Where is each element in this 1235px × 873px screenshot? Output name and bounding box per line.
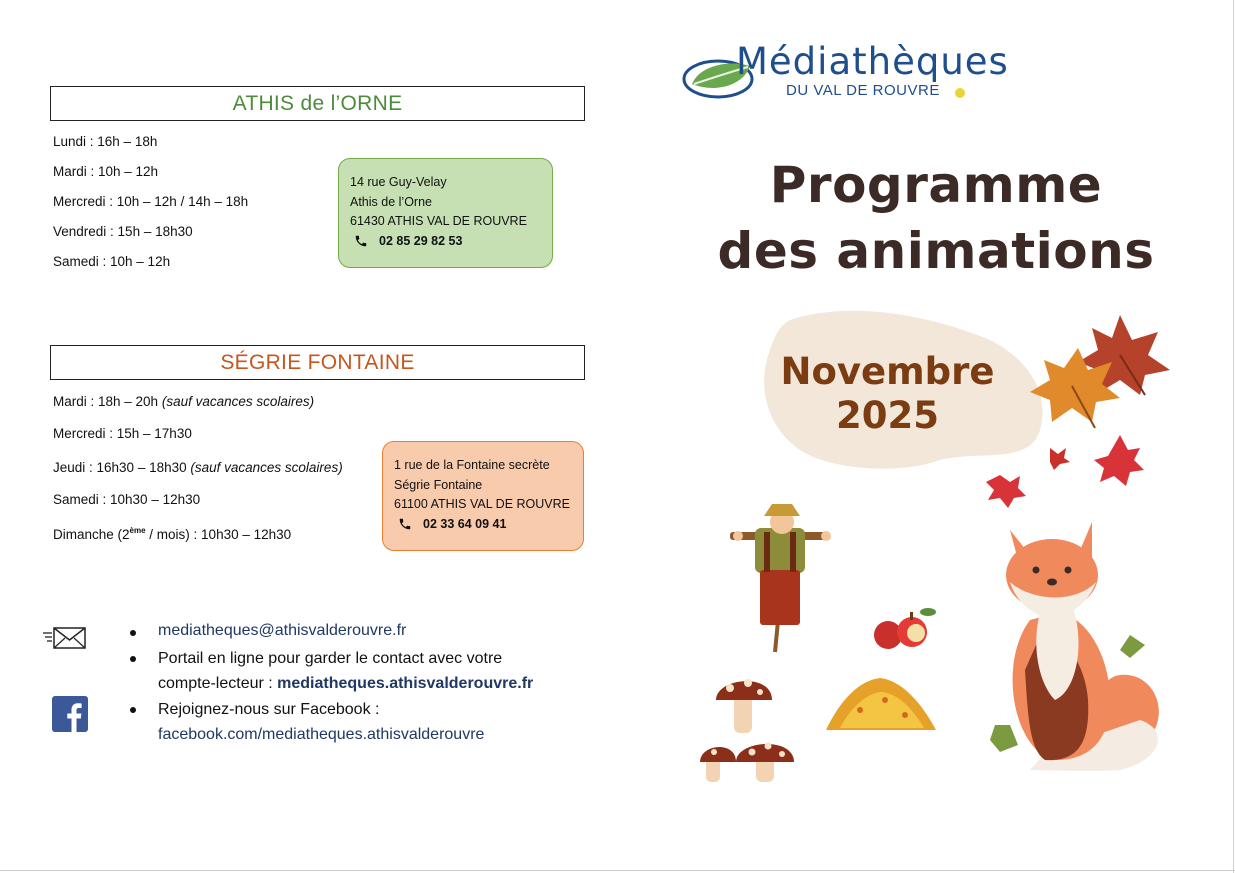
month-label (775, 350, 1000, 438)
hours-line: Mardi : 18h – 20h (sauf vacances scolaires) (53, 394, 315, 409)
address-street: 1 rue de la Fontaine secrète (394, 458, 550, 472)
address-postcode: 61100 ATHIS VAL DE ROUVRE (394, 497, 570, 511)
programme-title (700, 152, 1172, 284)
address-town: Ségrie Fontaine (394, 477, 483, 492)
address-phone (350, 232, 552, 252)
hours-line: Mardi : 10h – 12h (53, 164, 159, 179)
email-link[interactable]: mediatheques@athisvalderouvre.fr (158, 622, 407, 639)
page-edge (1233, 0, 1234, 873)
bullet (130, 630, 136, 636)
page-edge (0, 870, 1235, 871)
segrie-header: SÉGRIE FONTAINE (50, 345, 585, 380)
bullet (130, 707, 136, 713)
bullet (130, 656, 136, 662)
scarecrow-illustration (730, 504, 831, 652)
facebook-text: Rejoignez-nous sur Facebook : (158, 701, 380, 718)
address-phone (394, 515, 583, 535)
address-town: Athis de l’Orne (350, 194, 432, 209)
hours-line: Samedi : 10h – 12h (53, 254, 171, 269)
athis-header: ATHIS de l’ORNE (50, 86, 585, 121)
facebook-icon[interactable] (52, 696, 88, 732)
leaf-pile-illustration (826, 678, 936, 730)
apples-illustration (874, 608, 936, 649)
hours-line: Mercredi : 15h – 17h30 (53, 426, 192, 441)
address-postcode: 61430 ATHIS VAL DE ROUVRE (350, 214, 527, 228)
logo-subtitle: DU VAL DE ROUVRE (786, 82, 940, 99)
month-year: 2025 (836, 394, 939, 437)
phone-number: 02 33 64 09 41 (423, 516, 507, 531)
logo-dot (955, 88, 965, 98)
hours-line: Lundi : 16h – 18h (53, 134, 158, 149)
portal-link[interactable]: mediatheques.athisvalderouvre.fr (277, 675, 534, 692)
portal-text-line1: Portail en ligne pour garder le contact avec votre (158, 650, 503, 667)
hours-line: Jeudi : 16h30 – 18h30 (sauf vacances scolaires) (53, 460, 343, 475)
phone-number: 02 85 29 82 53 (379, 233, 463, 248)
athis-address-box (338, 158, 553, 268)
logo-title: Médiathèques (736, 40, 1009, 83)
hours-line: Samedi : 10h30 – 12h30 (53, 492, 201, 507)
hours-line: Mercredi : 10h – 12h / 14h – 18h (53, 194, 249, 209)
address-street: 14 rue Guy-Velay (350, 175, 447, 189)
mediatheques-logo (682, 40, 1027, 106)
fox-illustration (990, 522, 1159, 771)
programme-line2: des animations (717, 222, 1155, 280)
hours-line: Vendredi : 15h – 18h30 (53, 224, 193, 239)
portal-text-line2: compte-lecteur : mediatheques.athisvalderouvre.fr (158, 675, 534, 692)
phone-icon (398, 517, 412, 531)
facebook-link[interactable]: facebook.com/mediatheques.athisvalderouvre (158, 726, 485, 743)
mushrooms-illustration (700, 679, 794, 782)
programme-line1: Programme (769, 156, 1103, 214)
phone-icon (354, 234, 368, 248)
hours-line: Dimanche (2ème / mois) : 10h30 – 12h30 (53, 526, 292, 542)
month-name: Novembre (780, 350, 995, 393)
mail-icon (42, 626, 88, 650)
segrie-address-box (382, 441, 584, 551)
